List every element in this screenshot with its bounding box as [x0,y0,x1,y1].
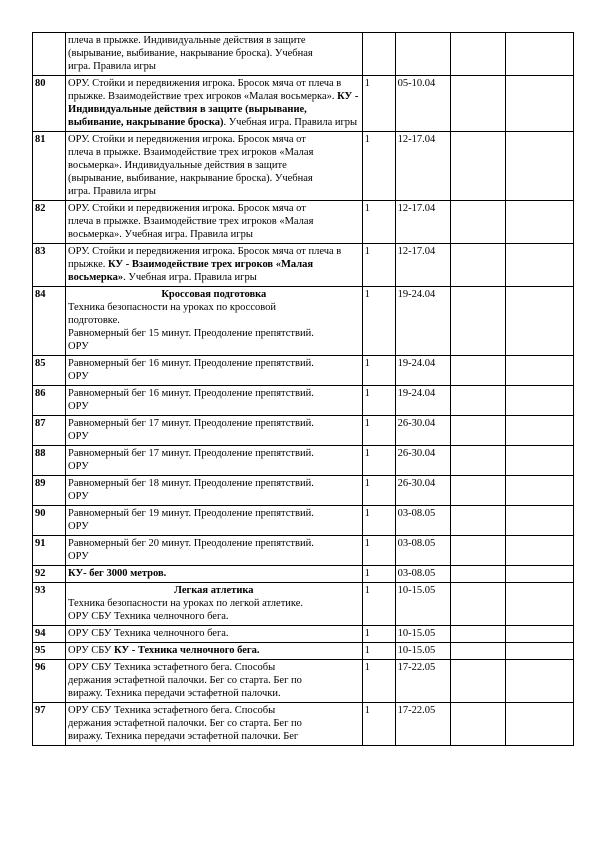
lesson-number: 94 [33,626,66,643]
actual-date [450,626,505,643]
table-row [33,643,574,660]
actual-date [450,33,505,76]
notes-cell [505,33,573,76]
lesson-number: 93 [33,583,66,626]
lesson-topic [66,536,363,566]
table-row [33,386,574,416]
topic-line: ОРУ [68,461,89,472]
topic-line: игра. Правила игры [68,61,156,72]
notes-cell [505,201,573,244]
topic-line: виражу. Техника передачи эстафетной палочки. [68,688,281,699]
planned-date: 12-17.04 [395,201,450,244]
lesson-number: 83 [33,244,66,287]
actual-date [450,76,505,132]
topic-line: ОРУ СБУ Техника челночного бега. [68,611,229,622]
table-row [33,536,574,566]
topic-line: ОРУ [68,431,89,442]
planned-date: 26-30.04 [395,416,450,446]
hours-count: 1 [362,476,395,506]
table-row [33,506,574,536]
topic-line: Техника безопасности на уроках по кроссовой [68,302,277,313]
lesson-number: 82 [33,201,66,244]
notes-cell [505,643,573,660]
hours-count: 1 [362,356,395,386]
table-row [33,201,574,244]
lesson-topic [66,416,363,446]
hours-count: 1 [362,626,395,643]
lesson-topic [66,33,363,76]
lesson-topic [66,703,363,746]
hours-count: 1 [362,416,395,446]
lesson-topic [66,476,363,506]
lesson-plan-body [33,33,574,746]
planned-date: 19-24.04 [395,287,450,356]
topic-line: ОРУ. Стойки и передвижения игрока. Бросок мяча от [68,134,306,145]
notes-cell [505,626,573,643]
lesson-number: 85 [33,356,66,386]
hours-count: 1 [362,536,395,566]
topic-line: Равномерный бег 17 минут. Преодоление препятствий. [68,418,314,429]
hours-count: 1 [362,583,395,626]
lesson-topic [66,626,363,643]
table-row [33,476,574,506]
control-lesson-text: КУ - Взаимодействие трех игроков «Малая восьмерка» [68,259,314,283]
hours-count: 1 [362,446,395,476]
lesson-topic [66,583,363,626]
actual-date [450,583,505,626]
topic-line: ОРУ СБУ Техника челночного бега. [68,628,229,639]
lesson-topic [66,287,363,356]
table-row [33,626,574,643]
topic-line: игра. Правила игры [68,186,156,197]
notes-cell [505,536,573,566]
notes-cell [505,386,573,416]
topic-line: подготовке. [68,315,120,326]
topic-line: ОРУ. Стойки и передвижения игрока. Бросок мяча от [68,203,306,214]
lesson-topic [66,506,363,536]
topic-line: Равномерный бег 18 минут. Преодоление препятствий. [68,478,314,489]
section-heading: Легкая атлетика [174,585,254,596]
table-row [33,446,574,476]
lesson-number: 91 [33,536,66,566]
topic-line: Равномерный бег 19 минут. Преодоление препятствий. [68,508,314,519]
topic-text [68,246,341,283]
topic-text-tail: . Учебная игра. Правила игры [123,272,257,283]
lesson-topic [66,356,363,386]
control-lesson-text: КУ - Техника челночного бега. [114,645,260,656]
topic-line: Равномерный бег 16 минут. Преодоление препятствий. [68,388,314,399]
planned-date: 17-22.05 [395,703,450,746]
topic-line: Техника безопасности на уроках по легкой атлетике. [68,598,304,609]
actual-date [450,287,505,356]
lesson-number: 97 [33,703,66,746]
notes-cell [505,416,573,446]
lesson-number: 86 [33,386,66,416]
lesson-topic [66,132,363,201]
lesson-number: 80 [33,76,66,132]
hours-count: 1 [362,643,395,660]
table-row [33,287,574,356]
table-row [33,583,574,626]
lesson-topic [66,386,363,416]
topic-line: ОРУ [68,521,89,532]
planned-date: 10-15.05 [395,583,450,626]
topic-line: Равномерный бег 15 минут. Преодоление препятствий. [68,328,314,339]
topic-line: плеча в прыжке. Индивидуальные действия в защите [68,35,306,46]
lesson-topic [66,660,363,703]
table-row [33,566,574,583]
topic-line: Равномерный бег 20 минут. Преодоление препятствий. [68,538,314,549]
lesson-plan-table [32,32,574,746]
table-row [33,33,574,76]
lesson-topic [66,244,363,287]
topic-text-tail: . Учебная игра. Правила игры [223,117,358,128]
table-row [33,356,574,386]
planned-date: 10-15.05 [395,643,450,660]
hours-count: 1 [362,244,395,287]
planned-date: 17-22.05 [395,660,450,703]
actual-date [450,416,505,446]
topic-text [68,78,358,128]
notes-cell [505,476,573,506]
notes-cell [505,446,573,476]
lesson-number: 89 [33,476,66,506]
topic-line: (вырывание, выбивание, накрывание броска). Учебная [68,173,313,184]
topic-line: восьмерка». Учебная игра. Правила игры [68,229,253,240]
actual-date [450,356,505,386]
lesson-topic [66,566,363,583]
topic-line: ОРУ [68,551,89,562]
actual-date [450,476,505,506]
planned-date: 03-08.05 [395,506,450,536]
topic-line: ОРУ [68,341,89,352]
planned-date: 03-08.05 [395,536,450,566]
table-row [33,132,574,201]
lesson-number: 81 [33,132,66,201]
table-row [33,660,574,703]
topic-line: ОРУ [68,401,89,412]
table-row [33,244,574,287]
topic-line: ОРУ СБУ Техника эстафетного бега. Способы [68,662,276,673]
topic-text-plain: ОРУ. Стойки и передвижения игрока. Бросок мяча от плеча в прыжке. [68,246,342,270]
topic-line: Равномерный бег 16 минут. Преодоление препятствий. [68,358,314,369]
hours-count [362,33,395,76]
notes-cell [505,583,573,626]
topic-text [68,645,260,656]
topic-line: ОРУ [68,491,89,502]
planned-date: 12-17.04 [395,132,450,201]
table-row [33,416,574,446]
section-heading: Кроссовая подготовка [161,289,267,300]
hours-count: 1 [362,76,395,132]
planned-date: 26-30.04 [395,476,450,506]
lesson-number: 96 [33,660,66,703]
lesson-number: 87 [33,416,66,446]
notes-cell [505,132,573,201]
control-lesson-text: КУ - Индивидуальные действия в защите (вырывание, выбивание, накрывание броска) [68,91,359,128]
hours-count: 1 [362,660,395,703]
actual-date [450,536,505,566]
hours-count: 1 [362,386,395,416]
lesson-number: 84 [33,287,66,356]
lesson-number: 92 [33,566,66,583]
planned-date: 03-08.05 [395,566,450,583]
lesson-number [33,33,66,76]
topic-text-plain: ОРУ. Стойки и передвижения игрока. Бросок мяча от плеча в прыжке. Взаимодействие трех игроков «Малая восьмерка». [68,78,342,102]
topic-line: (вырывание, выбивание, накрывание броска). Учебная [68,48,313,59]
notes-cell [505,356,573,386]
planned-date: 19-24.04 [395,386,450,416]
topic-line: ОРУ СБУ Техника эстафетного бега. Способы [68,705,276,716]
planned-date: 05-10.04 [395,76,450,132]
notes-cell [505,287,573,356]
planned-date: 26-30.04 [395,446,450,476]
topic-line: плеча в прыжке. Взаимодействие трех игроков «Малая [68,216,314,227]
table-row [33,76,574,132]
actual-date [450,566,505,583]
planned-date: 12-17.04 [395,244,450,287]
actual-date [450,643,505,660]
hours-count: 1 [362,506,395,536]
planned-date: 10-15.05 [395,626,450,643]
lesson-topic [66,446,363,476]
actual-date [450,201,505,244]
actual-date [450,244,505,287]
lesson-number: 90 [33,506,66,536]
topic-line: виражу. Техника передачи эстафетной палочки. Бег [68,731,299,742]
topic-line: плеча в прыжке. Взаимодействие трех игроков «Малая [68,147,314,158]
control-lesson-text: КУ- бег 3000 метров. [68,568,167,579]
hours-count: 1 [362,703,395,746]
topic-line: держания эстафетной палочки. Бег со старта. Бег по [68,675,302,686]
actual-date [450,506,505,536]
lesson-topic [66,201,363,244]
hours-count: 1 [362,566,395,583]
lesson-number: 88 [33,446,66,476]
actual-date [450,660,505,703]
lesson-topic [66,643,363,660]
topic-text-plain: ОРУ СБУ [68,645,114,656]
topic-line: Равномерный бег 17 минут. Преодоление препятствий. [68,448,314,459]
hours-count: 1 [362,201,395,244]
topic-line: ОРУ [68,371,89,382]
notes-cell [505,566,573,583]
notes-cell [505,506,573,536]
table-row [33,703,574,746]
actual-date [450,703,505,746]
lesson-topic [66,76,363,132]
planned-date: 19-24.04 [395,356,450,386]
actual-date [450,386,505,416]
topic-line: восьмерка». Индивидуальные действия в защите [68,160,287,171]
notes-cell [505,76,573,132]
topic-line: держания эстафетной палочки. Бег со старта. Бег по [68,718,302,729]
actual-date [450,446,505,476]
hours-count: 1 [362,132,395,201]
hours-count: 1 [362,287,395,356]
notes-cell [505,703,573,746]
notes-cell [505,660,573,703]
planned-date [395,33,450,76]
lesson-number: 95 [33,643,66,660]
notes-cell [505,244,573,287]
actual-date [450,132,505,201]
